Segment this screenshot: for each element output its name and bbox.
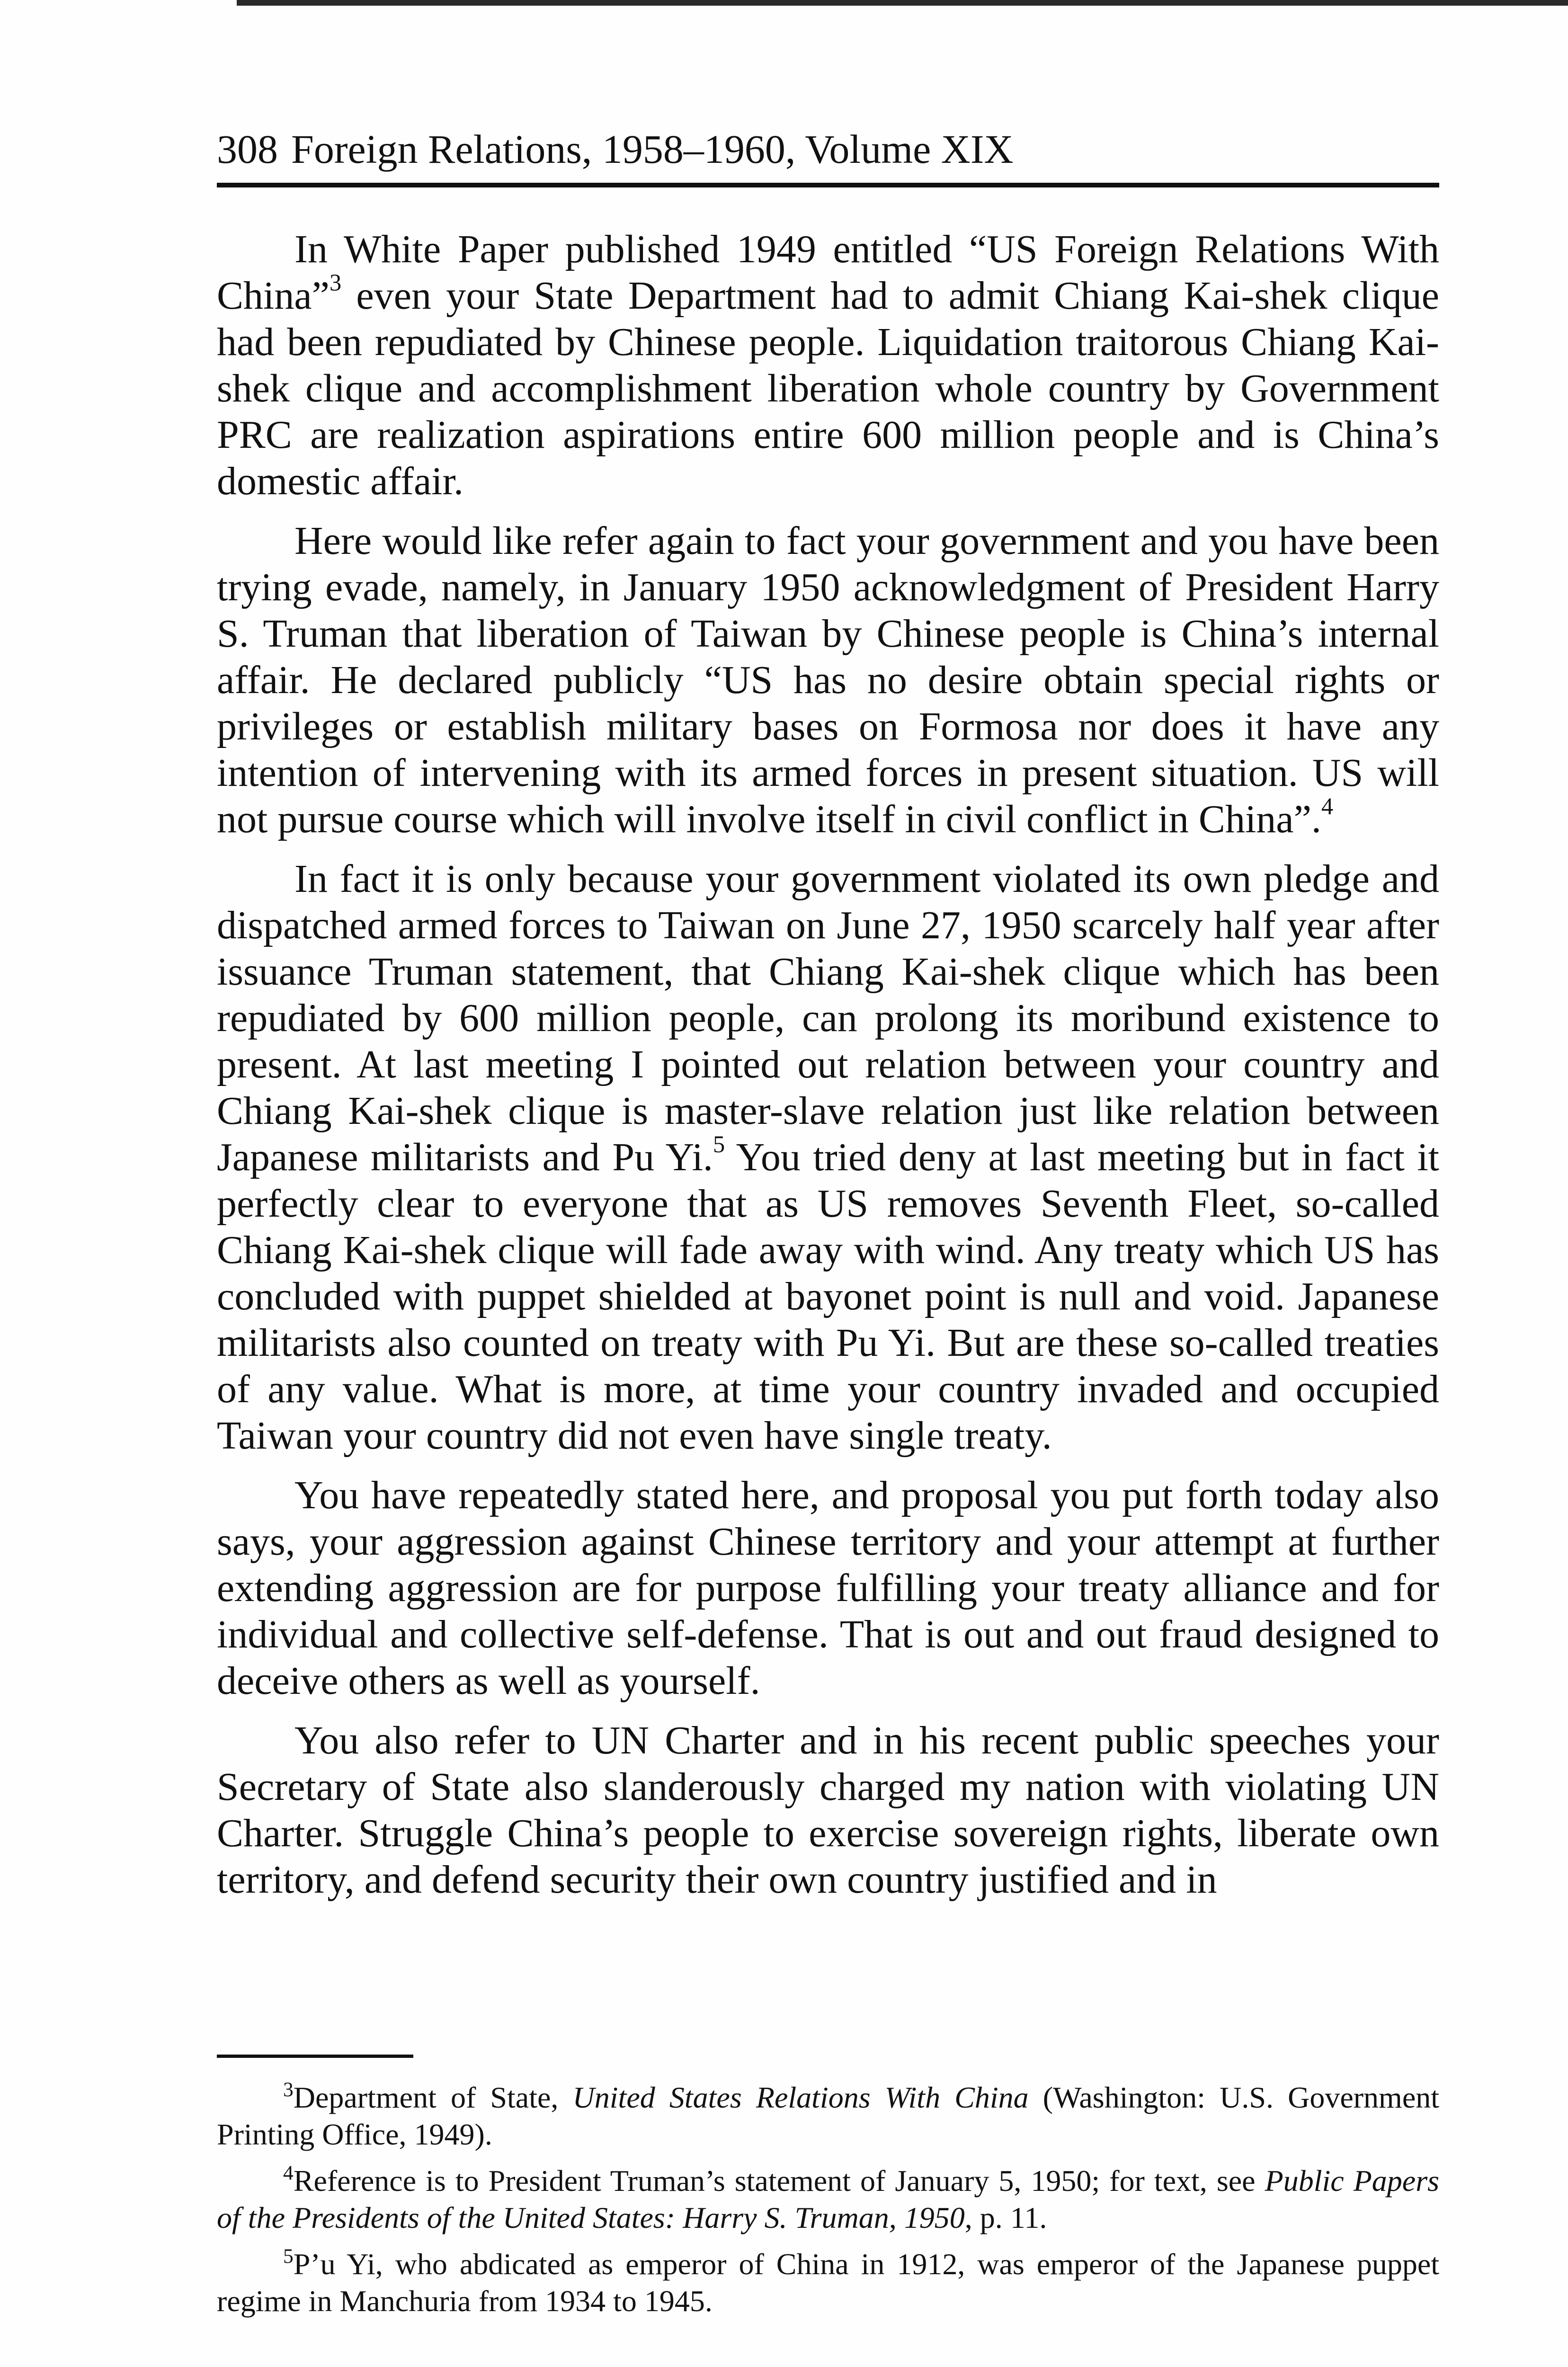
footnote-text: P’u Yi, who abdicated as emperor of China in 1912, was emperor of the Japanese puppet regime in Manchuria from 1934 to 1945. xyxy=(217,2247,1439,2318)
footnote-title: United States Relations With China xyxy=(572,2081,1029,2114)
paragraph-3 xyxy=(217,856,1439,1459)
footnote-ref-5: 5 xyxy=(713,1131,725,1158)
footnote-number: 3 xyxy=(283,2078,294,2101)
footnote-title: Public Papers of the Presidents of the United States: Harry S. Truman, 1950 xyxy=(217,2164,1440,2234)
footnote-5 xyxy=(217,2246,1439,2320)
paragraph-2 xyxy=(217,518,1439,843)
footnote-number: 5 xyxy=(283,2245,294,2268)
paragraph-2-text: Here would like refer again to fact your government and you have been trying evade, namely, in January 1950 acknowledgment of President Harry S. Truman that liberation of Taiwan by Chinese people is China’s internal affair. He declared publicly “US has no desire obtain special rights or privileges or establish military bases on Formosa nor does it have any intention of intervening with its armed forces in present situation. US will not pursue course which will involve itself in civil conflict in China”. xyxy=(217,519,1439,841)
footnote-text: , p. 11. xyxy=(964,2201,1047,2234)
paragraph-3-text-a: In fact it is only because your government violated its own pledge and dispatched armed forces to Taiwan on June 27, 1950 scarcely half year after issuance Truman statement, that Chiang Kai-shek clique which has been repudiated by 600 million people, can prolong its moribund existence to present. At last meeting I pointed out relation between your country and Chiang Kai-shek clique is master-slave relation just like relation between Japanese militarists and Pu Yi. xyxy=(217,857,1439,1179)
footnote-number: 4 xyxy=(283,2162,294,2185)
paragraph-3-text-b: You tried deny at last meeting but in fact it perfectly clear to everyone that as US removes Seventh Fleet, so-called Chiang Kai-shek clique will fade away with wind. Any treaty which US has concluded with puppet shielded at bayonet point is null and void. Japanese militarists also counted on treaty with Pu Yi. But are these so-called treaties of any value. What is more, at time your country invaded and occupied Taiwan your country did not even have single treaty. xyxy=(217,1135,1439,1458)
footnote-ref-3: 3 xyxy=(329,269,342,296)
paragraph-5: You also refer to UN Charter and in his recent public speeches your Secretary of State also slanderously charged my nation with violating UN Charter. Struggle China’s people to exercise sovereign rights, liberate own territory, and defend security their own country justified and in xyxy=(217,1718,1439,1902)
top-edge-rule xyxy=(237,0,1568,6)
footnote-rule xyxy=(217,2055,413,2058)
body-text xyxy=(217,226,1439,1916)
footnotes xyxy=(217,2079,1439,2329)
footnote-text: (Washington: U.S. Government Printing Office, 1949). xyxy=(217,2081,1440,2151)
footnote-4 xyxy=(217,2162,1439,2236)
paragraph-1-text-b: even your State Department had to admit Chiang Kai-shek clique had been repudiated by Chinese people. Liquidation traitorous Chiang Kai-shek clique and accomplishment liberation whole country by Government PRC are realization aspirations entire 600 million people and is China’s domestic affair. xyxy=(217,274,1439,503)
header-rule xyxy=(217,183,1439,187)
page-number: 308 xyxy=(217,126,278,172)
footnote-ref-4: 4 xyxy=(1321,793,1334,820)
running-head xyxy=(217,121,1014,178)
running-title: Foreign Relations, 1958–1960, Volume XIX xyxy=(291,126,1014,172)
paragraph-1-text-a: In White Paper published 1949 entitled “US Foreign Relations With China” xyxy=(217,227,1439,318)
footnote-3 xyxy=(217,2079,1439,2153)
footnote-text: Reference is to President Truman’s statement of January 5, 1950; for text, see xyxy=(293,2164,1265,2198)
paragraph-1 xyxy=(217,226,1439,505)
footnote-text: Department of State, xyxy=(293,2081,573,2114)
paragraph-4: You have repeatedly stated here, and proposal you put forth today also says, your aggression against Chinese territory and your attempt at further extending aggression are for purpose fulfilling your treaty alliance and for individual and collective self-defense. That is out and out fraud designed to deceive others as well as yourself. xyxy=(217,1473,1439,1703)
